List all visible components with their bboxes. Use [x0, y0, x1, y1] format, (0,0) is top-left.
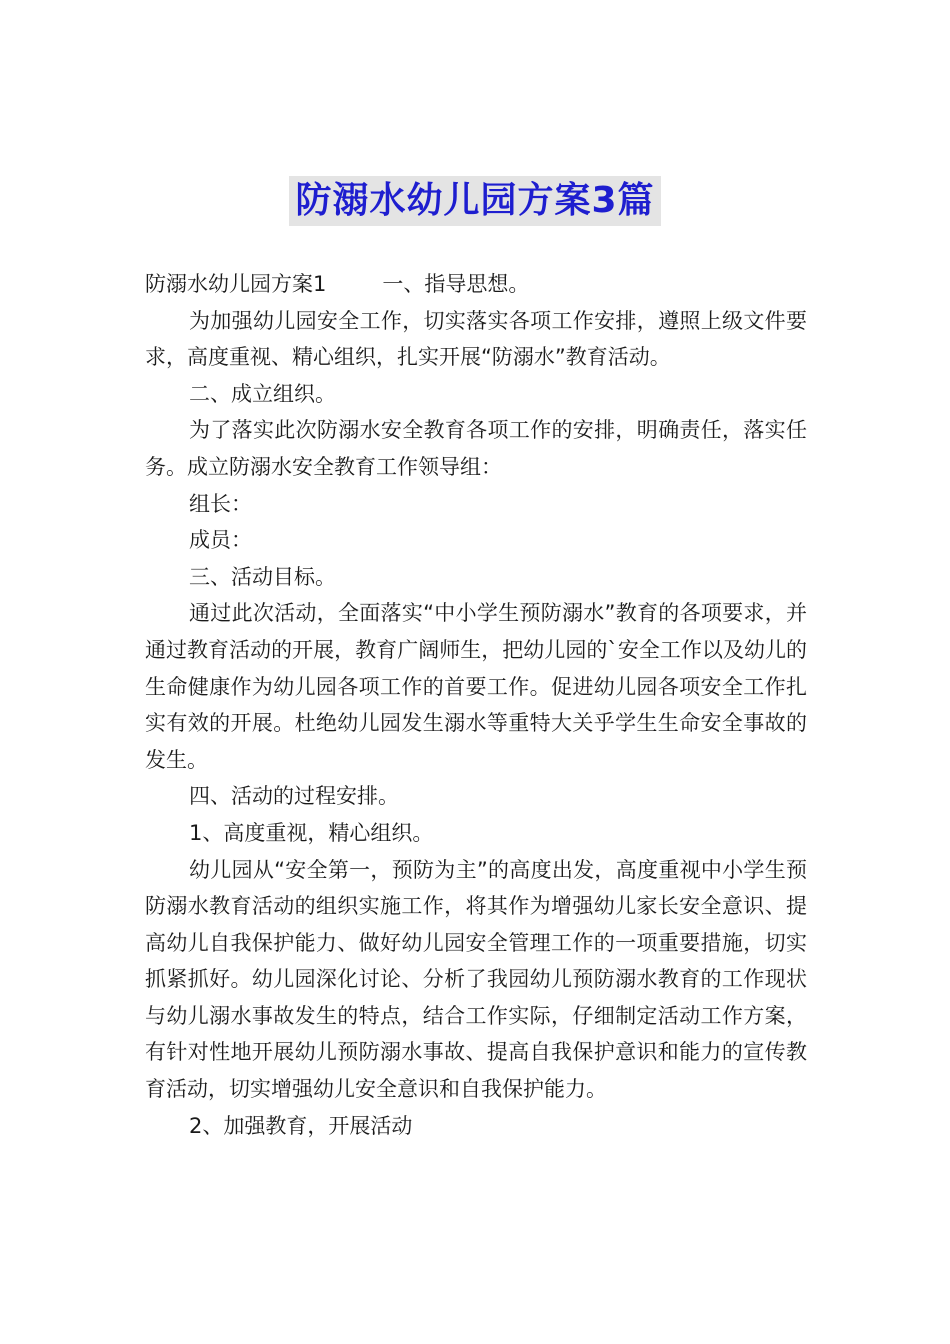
- section-heading: 防溺水幼儿园方案1: [145, 272, 327, 296]
- paragraph: 三、活动目标。: [189, 564, 336, 589]
- paragraph: 成员：: [189, 528, 252, 553]
- paragraph: 为了落实此次防溺水安全教育各项工作的安排，明确责任，落实任务。成立防溺水安全教育工作领导组：: [145, 418, 807, 479]
- document-body: [145, 266, 807, 1144]
- paragraph: 通过此次活动，全面落实“中小学生预防溺水”教育的各项要求，并通过教育活动的开展，教育广阔师生，把幼儿园的`安全工作以及幼儿的生命健康作为幼儿园各项工作的首要工作。促进幼儿园各项安全工作扎实有效的开展。杜绝幼儿园发生溺水等重特大关乎学生生命安全事故的发生。: [145, 601, 807, 772]
- paragraph: 2、加强教育，开展活动: [189, 1113, 413, 1138]
- paragraph: 为加强幼儿园安全工作，切实落实各项工作安排，遵照上级文件要求，高度重视、精心组织，扎实开展“防溺水”教育活动。: [145, 308, 807, 370]
- paragraph: 幼儿园从“安全第一，预防为主”的高度出发，高度重视中小学生预防溺水教育活动的组织实施工作，将其作为增强幼儿家长安全意识、提高幼儿自我保护能力、做好幼儿园安全管理工作的一项重要措施，切实抓紧抓好。幼儿园深化讨论、分析了我园幼儿预防溺水教育的工作现状与幼儿溺水事故发生的特点，结合工作实际，仔细制定活动工作方案，有针对性地开展幼儿预防溺水事故、提高自我保护意识和能力的宣传教育活动，切实增强幼儿安全意识和自我保护能力。: [145, 857, 807, 1102]
- document-title: 防溺水幼儿园方案3篇: [289, 176, 660, 226]
- paragraph: 二、成立组织。: [189, 381, 336, 406]
- first-line: [145, 266, 807, 303]
- paragraph: 四、活动的过程安排。: [189, 784, 399, 809]
- title-container: [0, 176, 950, 226]
- subsection-heading: 一、指导思想。: [382, 272, 530, 296]
- paragraph: 组长：: [189, 491, 252, 516]
- paragraph: 1、高度重视，精心组织。: [189, 820, 434, 845]
